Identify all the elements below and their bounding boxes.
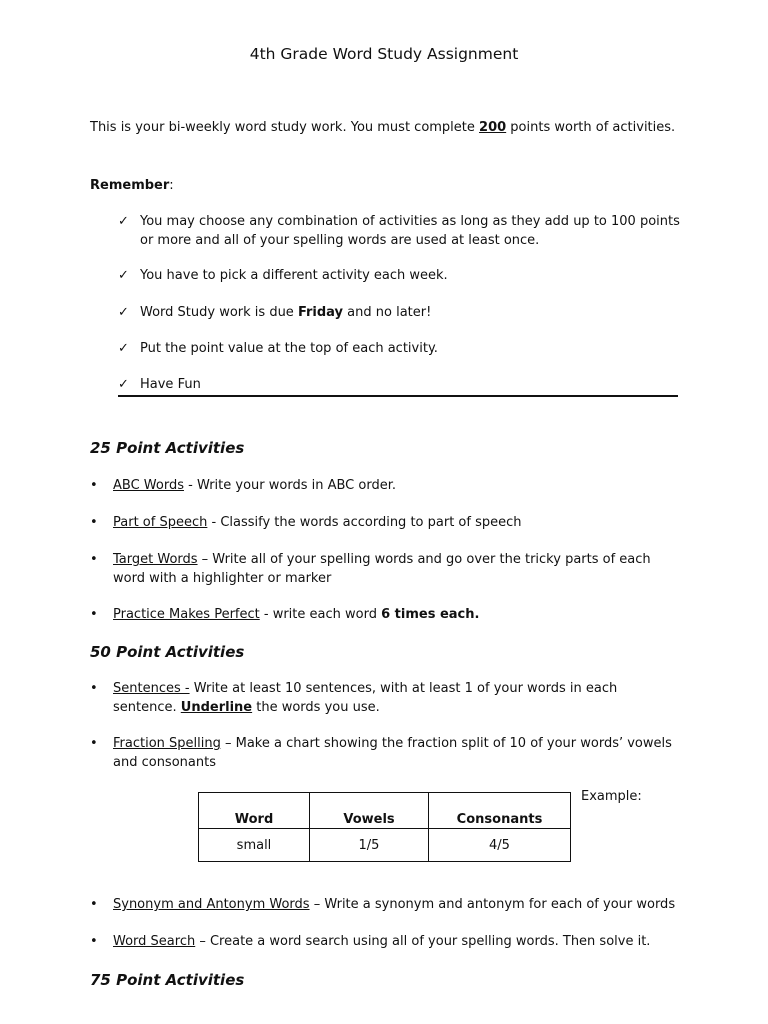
bullet-icon: • xyxy=(90,552,98,567)
activity-desc: – Write all of your spelling words and go over the tricky parts of each word with a highlighter or marker xyxy=(113,552,651,586)
intro-points: 200 xyxy=(479,120,507,135)
bullet-icon: • xyxy=(90,681,98,696)
table-header: Vowels xyxy=(310,793,429,829)
activity-text xyxy=(113,477,683,496)
table-cell: 4/5 xyxy=(429,829,571,862)
activity-desc: - write each word xyxy=(259,607,382,622)
checkmark-icon: ✓ xyxy=(118,377,129,392)
intro-paragraph xyxy=(90,120,675,135)
activity-text xyxy=(113,551,683,588)
activity-name: Sentences - xyxy=(113,681,190,696)
table-row xyxy=(199,829,571,862)
activity-desc-end: the words you use. xyxy=(252,699,380,715)
checklist-text: You have to pick a different activity each week. xyxy=(140,268,448,283)
activity-desc: – Make a chart showing the fraction split of 10 of your words’ vowels and consonants xyxy=(113,736,672,770)
remember-label: Remember xyxy=(90,178,170,193)
checkmark-icon: ✓ xyxy=(118,341,129,356)
activity-name: ABC Words xyxy=(113,478,184,493)
section-heading-75: 75 Point Activities xyxy=(90,971,245,989)
activity-text xyxy=(113,680,683,717)
page-title: 4th Grade Word Study Assignment xyxy=(249,45,519,63)
checkmark-icon: ✓ xyxy=(118,268,129,283)
activity-name: Practice Makes Perfect xyxy=(113,607,260,622)
table-header: Word xyxy=(199,793,310,829)
activity-text xyxy=(113,735,683,772)
checklist-text: You may choose any combination of activities as long as they add up to 100 points or more and all of your spelling words are used at least once. xyxy=(140,214,680,248)
section-heading-50: 50 Point Activities xyxy=(90,643,245,661)
activity-name: Part of Speech xyxy=(113,515,208,530)
remember-heading xyxy=(90,178,174,193)
activity-name: Fraction Spelling xyxy=(113,736,221,751)
example-label: Example: xyxy=(581,789,642,804)
bullet-icon: • xyxy=(90,934,98,949)
example-table xyxy=(198,792,571,862)
remember-colon: : xyxy=(169,178,174,193)
table-cell: small xyxy=(199,829,310,862)
activity-text xyxy=(113,606,683,625)
horizontal-rule xyxy=(118,395,678,397)
activity-text xyxy=(113,933,683,952)
checklist-text: Put the point value at the top of each activity. xyxy=(140,341,438,356)
table-header-row xyxy=(199,793,571,829)
section-heading-25: 25 Point Activities xyxy=(90,439,245,457)
bullet-icon: • xyxy=(90,515,98,530)
activity-name: Target Words xyxy=(113,552,198,567)
checklist-text-part: and no later! xyxy=(343,305,432,320)
checklist-text xyxy=(140,303,680,322)
activity-text xyxy=(113,514,683,533)
checklist-text: Have Fun xyxy=(140,377,201,392)
intro-text: This is your bi-weekly word study work. You must complete xyxy=(90,120,480,135)
bullet-icon: • xyxy=(90,478,98,493)
bullet-icon: • xyxy=(90,736,98,751)
intro-text-end: points worth of activities. xyxy=(506,120,676,135)
activity-name: Word Search xyxy=(113,934,196,949)
bullet-icon: • xyxy=(90,607,98,622)
activity-emphasis: Underline xyxy=(180,699,253,715)
table-header: Consonants xyxy=(429,793,571,829)
activity-desc: - Classify the words according to part of speech xyxy=(207,515,522,530)
checklist-text-part: Word Study work is due xyxy=(140,305,298,320)
activity-desc: – Write a synonym and antonym for each of your words xyxy=(309,897,676,912)
activity-desc: Write at least 10 sentences, with at least 1 of your words in each sentence. xyxy=(113,681,618,715)
activity-desc: – Create a word search using all of your spelling words. Then solve it. xyxy=(195,934,651,949)
activity-desc: - Write your words in ABC order. xyxy=(183,478,396,493)
checkmark-icon: ✓ xyxy=(118,214,129,229)
due-day: Friday xyxy=(297,305,344,320)
checkmark-icon: ✓ xyxy=(118,305,129,320)
activity-name: Synonym and Antonym Words xyxy=(113,897,310,912)
bullet-icon: • xyxy=(90,897,98,912)
table-cell: 1/5 xyxy=(310,829,429,862)
activity-emphasis: 6 times each. xyxy=(381,607,480,622)
activity-text xyxy=(113,896,683,915)
